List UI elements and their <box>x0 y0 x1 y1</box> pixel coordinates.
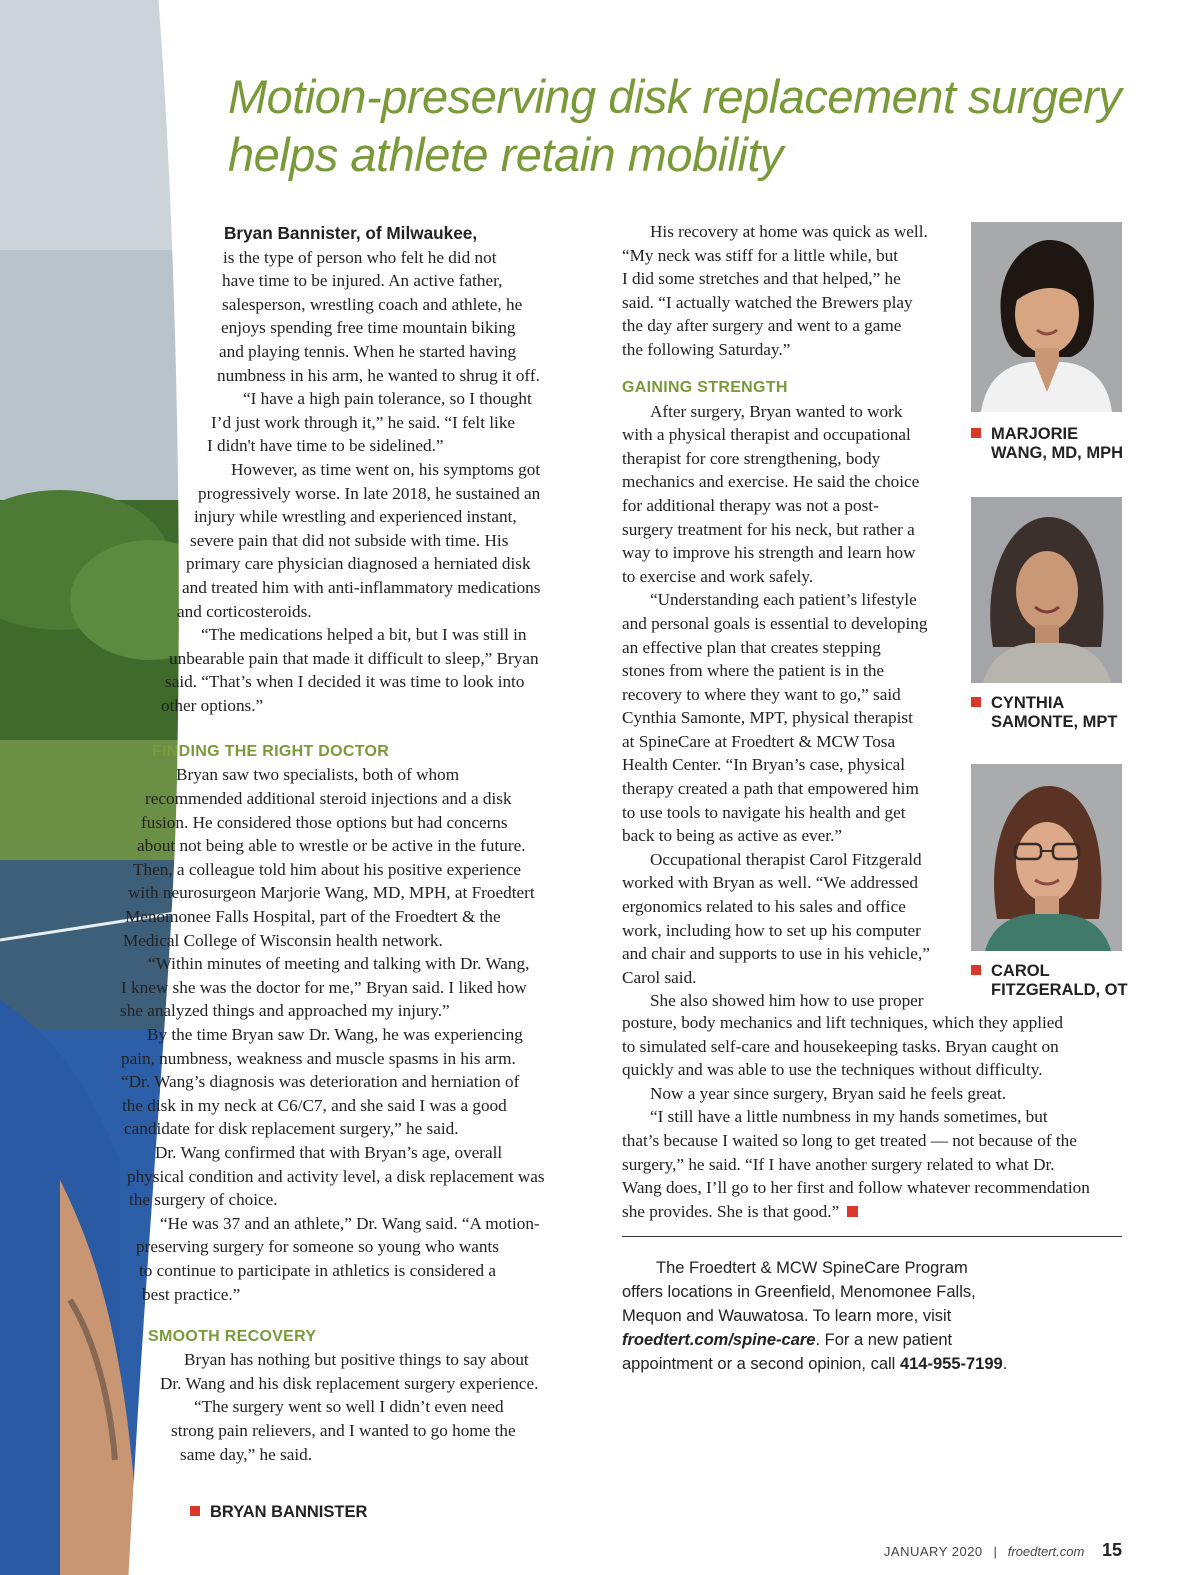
body-line: said. “I actually watched the Brewers play <box>622 292 913 312</box>
portrait-marjorie-wang <box>971 222 1122 412</box>
portrait-carol-fitzgerald <box>971 764 1122 951</box>
caption-cynthia-samonte <box>971 694 1118 732</box>
caption-line: CYNTHIA <box>991 694 1065 712</box>
body-line: injury while wrestling and experienced instant, <box>194 507 517 527</box>
page-footer <box>884 1540 1122 1561</box>
marjorie-wang-photo <box>971 222 1122 412</box>
body-line: “The medications helped a bit, but I was still in <box>201 625 527 645</box>
title-line-1: Motion-preserving disk replacement surgery <box>228 70 1122 123</box>
body-line: preserving surgery for someone so young who wants <box>136 1237 499 1257</box>
phone-number[interactable]: 414-955-7199 <box>899 1355 1003 1373</box>
spinecare-callout <box>622 1256 1122 1376</box>
caption-line: CAROL <box>991 962 1050 980</box>
caption-marjorie-wang <box>971 425 1123 463</box>
body-line: recovery to where they want to go,” said <box>622 684 901 704</box>
body-line: Menomonee Falls Hospital, part of the Froedtert & the <box>125 907 501 927</box>
body-line: His recovery at home was quick as well. <box>650 222 928 241</box>
body-line: the disk in my neck at C6/C7, and she said I was a good <box>122 1095 507 1115</box>
body-line: Dr. Wang confirmed that with Bryan’s age, overall <box>155 1142 503 1162</box>
section-heading-smooth-recovery: SMOOTH RECOVERY <box>148 1328 317 1346</box>
body-line: “My neck was stiff for a little while, but <box>622 245 899 265</box>
callout-line: offers locations in Greenfield, Menomonee Falls, <box>622 1283 976 1301</box>
caption-line: SAMONTE, MPT <box>991 713 1118 731</box>
body-line: She also showed him how to use proper <box>650 991 924 1011</box>
body-line: I didn't have time to be sidelined.” <box>207 436 444 456</box>
body-line: unbearable pain that made it difficult to sleep,” Bryan <box>169 648 539 668</box>
body-line: with a physical therapist and occupational <box>622 425 911 445</box>
body-line: and playing tennis. When he started having <box>219 341 517 361</box>
caption-text: BRYAN BANNISTER <box>210 1503 368 1521</box>
body-line: and corticosteroids. <box>177 601 312 621</box>
body-line: Health Center. “In Bryan’s case, physical <box>622 755 906 775</box>
body-line: Then, a colleague told him about his positive experience <box>133 859 522 879</box>
body-line: “He was 37 and an athlete,” Dr. Wang said. “A motion- <box>160 1213 540 1233</box>
body-line: and personal goals is essential to developing <box>622 613 928 633</box>
body-line: is the type of person who felt he did not <box>223 247 497 267</box>
body-line: After surgery, Bryan wanted to work <box>650 401 903 421</box>
body-line: Dr. Wang and his disk replacement surgery experience. <box>160 1373 539 1393</box>
body-line: surgery treatment for his neck, but rather a <box>622 519 915 539</box>
body-line: ergonomics related to his sales and office <box>622 897 906 917</box>
body-line-last <box>622 1200 1122 1224</box>
red-square-icon <box>971 697 981 707</box>
body-line: have time to be injured. An active father, <box>222 271 503 291</box>
body-line: pain, numbness, weakness and muscle spasms in his arm. <box>121 1048 516 1068</box>
body-line: “Dr. Wang’s diagnosis was deterioration and herniation of <box>121 1072 520 1092</box>
body-line: Wang does, I’ll go to her first and follow whatever recommendation <box>622 1178 1090 1198</box>
body-line: mechanics and exercise. He said the choice <box>622 472 920 492</box>
body-line: an effective plan that creates stepping <box>622 637 881 657</box>
body-line: Cynthia Samonte, MPT, physical therapist <box>622 708 913 728</box>
body-line: work, including how to set up his computer <box>622 920 921 940</box>
carol-fitzgerald-photo <box>971 764 1122 951</box>
caption-carol-fitzgerald <box>971 962 1128 1000</box>
issue-date: JANUARY 2020 <box>883 1544 983 1559</box>
body-line: the day after surgery and went to a game <box>622 316 902 336</box>
footer-separator: | <box>993 1544 997 1559</box>
body-line: “Understanding each patient’s lifestyle <box>650 590 917 610</box>
body-line: therapy created a path that empowered him <box>622 779 919 799</box>
section-heading-gaining-strength: GAINING STRENGTH <box>622 378 788 396</box>
photo-caption-bryan <box>190 1503 367 1522</box>
article-column-2-wide <box>622 1011 1122 1223</box>
callout-line <box>622 1352 1122 1376</box>
body-line: quickly and was able to use the techniques without difficulty. <box>622 1060 1043 1080</box>
callout-text: . <box>1002 1355 1008 1373</box>
red-square-icon <box>190 1506 200 1516</box>
spine-care-link[interactable]: froedtert.com/spine-care <box>622 1331 816 1349</box>
body-line: surgery,” he said. “If I have another surgery related to what Dr. <box>622 1154 1055 1174</box>
body-line: about not being able to wrestle or be active in the future. <box>137 836 526 856</box>
page-number: 15 <box>1101 1540 1122 1560</box>
body-line: numbness in his arm, he wanted to shrug it off. <box>217 365 540 385</box>
body-line: worked with Bryan as well. “We addressed <box>622 873 918 893</box>
body-line: Bryan has nothing but positive things to say about <box>184 1350 529 1370</box>
caption-line: MARJORIE <box>991 425 1079 443</box>
body-line: “The surgery went so well I didn’t even need <box>194 1397 504 1417</box>
divider <box>622 1236 1122 1237</box>
body-line: the following Saturday.” <box>622 339 791 359</box>
body-line: fusion. He considered those options but had concerns <box>141 812 508 832</box>
article-column-1 <box>0 222 600 1466</box>
body-line: with neurosurgeon Marjorie Wang, MD, MPH, at Froedtert <box>128 883 535 903</box>
body-line: and treated him with anti-inflammatory medications <box>182 577 541 597</box>
footer-site: froedtert.com <box>1007 1544 1085 1559</box>
body-line: way to improve his strength and learn how <box>622 543 916 563</box>
body-line: “Within minutes of meeting and talking with Dr. Wang, <box>148 954 530 974</box>
body-line: I’d just work through it,” he said. “I felt like <box>211 412 516 432</box>
body-line: primary care physician diagnosed a herniated disk <box>186 554 531 574</box>
article-column-2 <box>622 220 952 1013</box>
callout-line <box>622 1328 1122 1352</box>
body-line: to use tools to navigate his health and get <box>622 802 906 822</box>
lead-in: Bryan Bannister, of Milwaukee, <box>224 223 478 243</box>
body-line: severe pain that did not subside with time. His <box>190 530 509 550</box>
body-line: therapist for core strengthening, body <box>622 448 881 468</box>
portrait-cynthia-samonte <box>971 497 1122 683</box>
body-line: Medical College of Wisconsin health network. <box>123 930 443 950</box>
body-line: I did some stretches and that helped,” he <box>622 269 901 289</box>
title-line-2: helps athlete retain mobility <box>228 128 784 181</box>
caption-line: WANG, MD, MPH <box>991 444 1123 462</box>
body-line: to continue to participate in athletics is considered a <box>139 1260 497 1280</box>
body-line: other options.” <box>161 695 264 715</box>
body-line: stones from where the patient is in the <box>622 661 885 681</box>
body-line: to exercise and work safely. <box>622 566 814 586</box>
body-line: Now a year since surgery, Bryan said he feels great. <box>650 1083 1007 1103</box>
body-line: physical condition and activity level, a disk replacement was <box>127 1166 545 1186</box>
body-line: “I still have a little numbness in my hands sometimes, but <box>650 1107 1048 1127</box>
body-line: to simulated self-care and housekeeping tasks. Bryan caught on <box>622 1036 1059 1056</box>
body-line: recommended additional steroid injections and a disk <box>145 789 512 809</box>
end-mark-icon <box>847 1206 858 1217</box>
body-line: Carol said. <box>622 967 697 987</box>
body-line: Occupational therapist Carol Fitzgerald <box>650 849 922 869</box>
body-line: at SpineCare at Froedtert & MCW Tosa <box>622 731 896 751</box>
body-line: enjoys spending free time mountain biking <box>221 318 516 338</box>
body-line: progressively worse. In late 2018, he sustained an <box>198 483 541 503</box>
cynthia-samonte-photo <box>971 497 1122 683</box>
body-line: salesperson, wrestling coach and athlete, he <box>222 294 523 314</box>
body-line: best practice.” <box>142 1284 241 1304</box>
body-line: for additional therapy was not a post- <box>622 495 879 515</box>
body-line: “I have a high pain tolerance, so I thought <box>243 389 532 409</box>
body-line: she analyzed things and approached my injury.” <box>120 1001 450 1021</box>
body-line: I knew she was the doctor for me,” Bryan said. I liked how <box>121 977 527 997</box>
body-line: that’s because I waited so long to get treated — not because of the <box>622 1130 1077 1150</box>
body-line: By the time Bryan saw Dr. Wang, he was experiencing <box>147 1025 523 1044</box>
section-heading-finding-doctor: FINDING THE RIGHT DOCTOR <box>152 743 390 761</box>
caption-line: FITZGERALD, OT <box>991 981 1128 999</box>
callout-line: Mequon and Wauwatosa. To learn more, visit <box>622 1307 952 1325</box>
body-line: said. “That’s when I decided it was time to look into <box>165 672 525 692</box>
article-title <box>228 68 1128 184</box>
body-line: same day,” he said. <box>180 1444 313 1464</box>
callout-text: . For a new patient <box>815 1331 953 1349</box>
body-line: Bryan saw two specialists, both of whom <box>176 765 460 785</box>
body-line: However, as time went on, his symptoms got <box>231 459 541 479</box>
body-line: candidate for disk replacement surgery,” he said. <box>124 1119 459 1139</box>
body-line: the surgery of choice. <box>129 1190 278 1210</box>
red-square-icon <box>971 965 981 975</box>
callout-text: appointment or a second opinion, call <box>622 1355 900 1373</box>
closing-line: she provides. She is that good.” <box>622 1201 840 1221</box>
body-line: strong pain relievers, and I wanted to go home the <box>171 1420 516 1440</box>
body-line: posture, body mechanics and lift techniques, which they applied <box>622 1013 1064 1032</box>
callout-line: The Froedtert & MCW SpineCare Program <box>656 1259 968 1277</box>
red-square-icon <box>971 428 981 438</box>
body-line: and chair and supports to use in his vehicle,” <box>622 944 930 964</box>
body-line: back to being as active as ever.” <box>622 826 842 846</box>
